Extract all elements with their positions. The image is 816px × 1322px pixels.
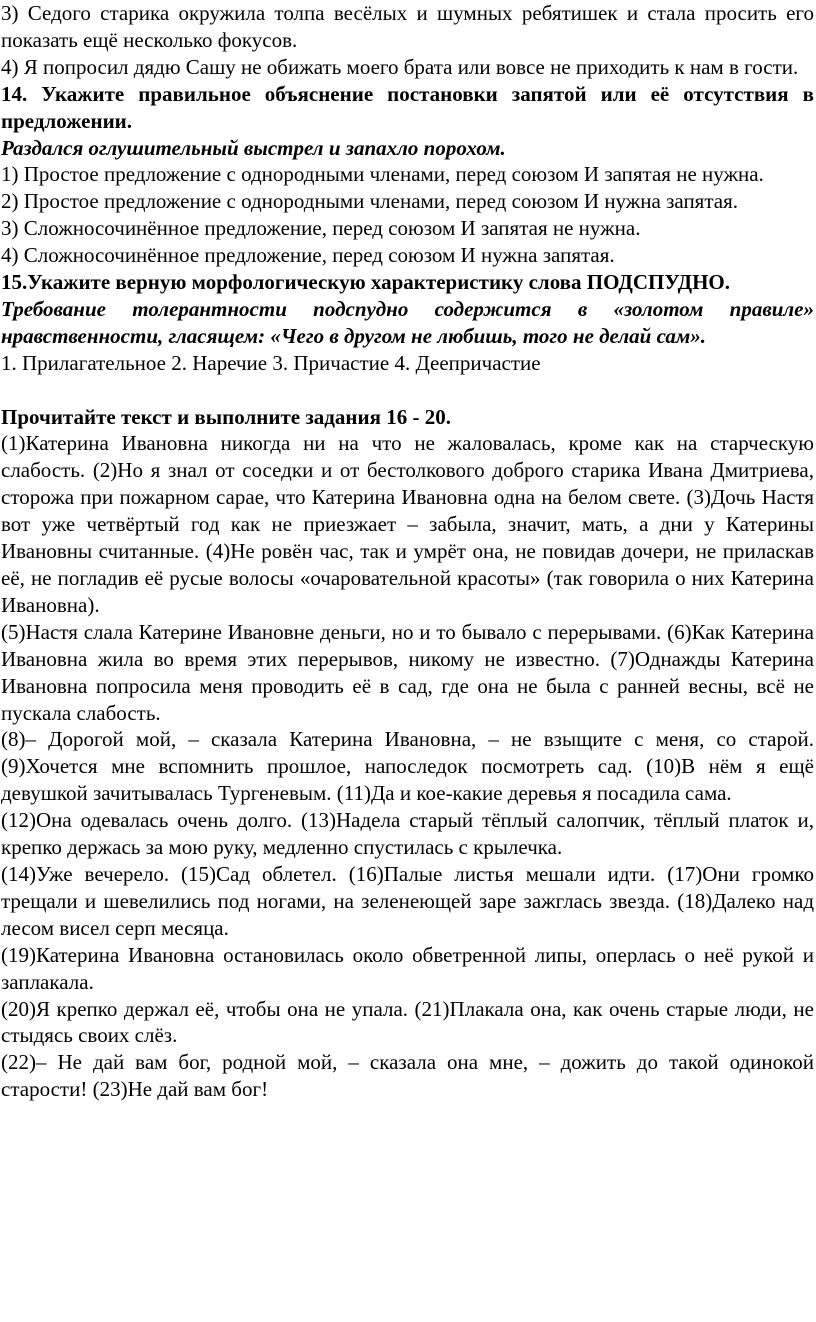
question-14-option-1: 1) Простое предложение с однородными членами, перед союзом И запятая не нужна. [1, 162, 764, 187]
text-paragraph: (1)Катерина Ивановна никогда ни на что не жаловалась, кроме как на старческую слабость. (2)Но я знал от соседки и от бестолкового доброго старика Ивана Дмитриева, сторожа при пожарном сарае, что Катерина Ивановна одна на белом свете. (3)Дочь Настя вот уже четвёртый год как не приезжает – забыла, значит, мать, а дни у Катерины Ивановны считанные. (4)Не ровён час, так и умрёт она, не повидав дочери, не приласкав её, не погладив её русые волосы «очаровательной красоты» (так говорила о них Катерина Ивановна). [1, 431, 814, 617]
text-paragraph: (19)Катерина Ивановна остановилась около обветренной липы, оперлась о неё рукой и заплакала. [1, 942, 814, 994]
answer-option-4: 4) Я попросил дядю Сашу не обижать моего брата или вовсе не приходить к нам в гости. [1, 54, 799, 79]
question-14-option-2: 2) Простое предложение с однородными членами, перед союзом И нужна запятая. [1, 189, 738, 214]
question-15-prompt: 15.Укажите верную морфологическую характеристику слова ПОДСПУДНО. [1, 270, 730, 295]
question-14-option-4: 4) Сложносочинённое предложение, перед союзом И нужна запятая. [1, 243, 615, 268]
question-14-example: Раздался оглушительный выстрел и запахло порохом. [1, 135, 506, 160]
text-paragraph: (8)– Дорогой мой, – сказала Катерина Ивановна, – не взыщите с меня, со старой. (9)Хочется мне вспомнить прошлое, напоследок посмотреть сад. (10)В нём я ещё девушкой зачитывалась Тургеневым. (11)Да и кое-какие деревья я посадила сама. [1, 727, 814, 806]
question-14-option-3: 3) Сложносочинённое предложение, перед союзом И запятая не нужна. [1, 216, 641, 241]
text-paragraph: (20)Я крепко держал её, чтобы она не упала. (21)Плакала она, как очень старые люди, не стыдясь своих слёз. [1, 996, 814, 1048]
text-paragraph: (22)– Не дай вам бог, родной мой, – сказала она мне, – дожить до такой одинокой старости! (23)Не дай вам бог! [1, 1050, 814, 1102]
question-15-example: Требование толерантности подспудно содержится в «золотом правиле» нравственности, гласящем: «Чего в другом не любишь, того не делай сам». [1, 296, 814, 348]
question-15-options: 1. Прилагательное 2. Наречие 3. Причастие 4. Деепричастие [1, 350, 541, 375]
text-paragraph: (14)Уже вечерело. (15)Сад облетел. (16)Палые листья мешали идти. (17)Они громко трещали и шевелились под ногами, на зеленеющей заре зажглась звезда. (18)Далеко над лесом висел серп месяца. [1, 861, 814, 940]
text-paragraph: (5)Настя слала Катерине Ивановне деньги, но и то бывало с перерывами. (6)Как Катерина Ивановна жила во время этих перерывов, никому не известно. (7)Однажды Катерина Ивановна попросила меня проводить её в сад, где она не была с ранней весны, всё не пускала слабость. [1, 619, 814, 725]
text-paragraph: (12)Она одевалась очень долго. (13)Надела старый тёплый салопчик, тёплый платок и, крепко держась за мою руку, медленно спустилась с крылечка. [1, 808, 814, 860]
question-14-prompt: 14. Укажите правильное объяснение постановки запятой или её отсутствия в предложении. [1, 81, 814, 133]
answer-option-3: 3) Седого старика окружила толпа весёлых и шумных ребятишек и стала просить его показать ещё несколько фокусов. [1, 1, 814, 52]
blank-line [1, 377, 814, 404]
section-heading: Прочитайте текст и выполните задания 16 - 20. [1, 404, 451, 429]
